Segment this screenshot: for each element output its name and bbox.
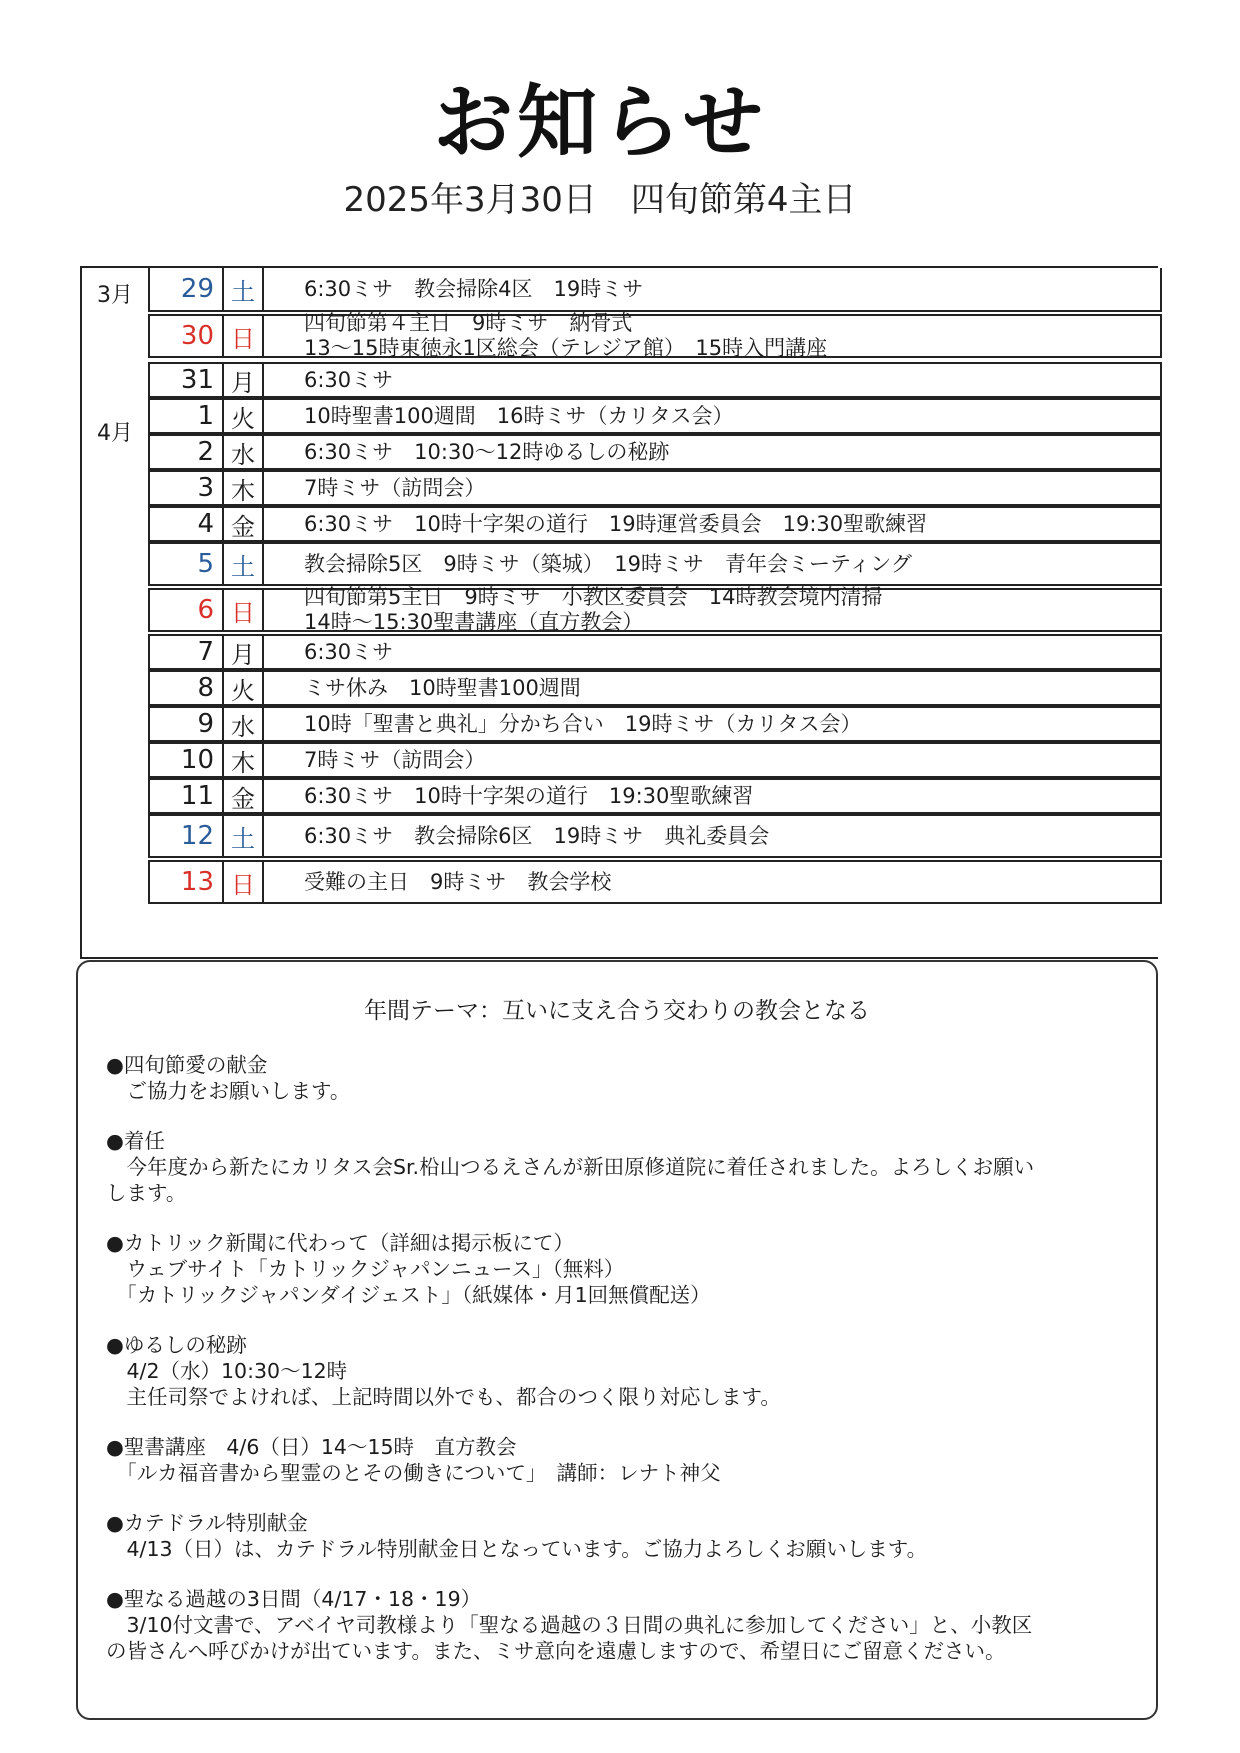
- event-cell: [264, 744, 1160, 776]
- notice-text: ウェブサイト「カトリックジャパンニュース」（無料）: [106, 1257, 625, 1281]
- weekday: 日: [224, 590, 264, 630]
- schedule-row: [148, 778, 1162, 814]
- weekday: 火: [224, 672, 264, 704]
- notice-item: [106, 1128, 1136, 1206]
- day-number: 10: [150, 744, 224, 776]
- notice-text: 4/13（日）は、カテドラル特別献金日となっています。ご協力よろしくお願いします。: [106, 1537, 928, 1561]
- weekday: 土: [224, 544, 264, 584]
- notice-item: [106, 1434, 1136, 1486]
- notice-text: 主任司祭でよければ、上記時間以外でも、都合のつく限り対応します。: [106, 1385, 781, 1409]
- notice-item: [106, 1052, 1136, 1104]
- notice-heading: ●聖なる過越の3日間（4/17・18・19）: [106, 1587, 482, 1611]
- notice-text: 今年度から新たにカリタス会Sr.柗山つるえさんが新田原修道院に着任されました。よろしくお願い: [106, 1155, 1035, 1179]
- event-text: 6:30ミサ 10時十字架の道行 19:30聖歌練習: [304, 783, 754, 808]
- notice-heading: ●ゆるしの秘跡: [106, 1333, 247, 1357]
- event-text: 四旬節第４主日 9時ミサ 納骨式: [304, 311, 633, 335]
- notice-text: 3/10付文書で、アベイヤ司教様より「聖なる過越の３日間の典礼に参加してください」と、小教区: [106, 1613, 1033, 1637]
- annual-theme: 年間テーマ：互いに支え合う交わりの教会となる: [364, 998, 870, 1024]
- weekday: 月: [224, 636, 264, 668]
- day-number: 11: [150, 780, 224, 812]
- weekday: 木: [224, 744, 264, 776]
- notice-text: の皆さんへ呼びかけが出ています。また、ミサ意向を遠慮しますので、希望日にご留意ください。: [106, 1639, 1006, 1663]
- schedule-table: [80, 266, 1158, 959]
- event-text: ミサ休み 10時聖書100週間: [304, 675, 581, 700]
- day-number: 4: [150, 508, 224, 540]
- notice-item: [106, 1510, 1136, 1562]
- event-cell: [264, 311, 1160, 360]
- notice-text: 4/2（水）10:30～12時: [106, 1359, 348, 1383]
- schedule-row: [148, 362, 1162, 398]
- event-cell: [264, 636, 1160, 668]
- day-number: 6: [150, 590, 224, 630]
- event-text: 10時「聖書と典礼」分かち合い 19時ミサ（カリタス会）: [304, 711, 862, 736]
- weekday: 金: [224, 508, 264, 540]
- event-cell: [264, 436, 1160, 468]
- day-number: 7: [150, 636, 224, 668]
- weekday: 月: [224, 364, 264, 396]
- schedule-row: [148, 268, 1162, 312]
- schedule-row: [148, 470, 1162, 506]
- weekday: 水: [224, 708, 264, 740]
- notice-heading: ●カテドラル特別献金: [106, 1511, 308, 1535]
- event-cell: [264, 544, 1160, 584]
- event-text: 6:30ミサ 10:30～12時ゆるしの秘跡: [304, 439, 670, 464]
- weekday: 木: [224, 472, 264, 504]
- event-cell: [264, 862, 1160, 902]
- event-cell: [264, 364, 1160, 396]
- notice-text: ご協力をお願いします。: [106, 1079, 351, 1103]
- schedule-row: [148, 311, 1162, 360]
- event-text: 6:30ミサ 10時十字架の道行 19時運営委員会 19:30聖歌練習: [304, 511, 928, 536]
- day-number: 1: [150, 400, 224, 432]
- weekday: 日: [224, 316, 264, 356]
- event-cell: [264, 585, 1160, 634]
- month-label-march: 3月: [97, 283, 133, 308]
- day-number: 9: [150, 708, 224, 740]
- notice-heading: ●聖書講座 4/6（日）14～15時 直方教会: [106, 1435, 517, 1459]
- notice-heading: ●四旬節愛の献金: [106, 1053, 268, 1077]
- day-number: 29: [150, 268, 224, 310]
- schedule-row: [148, 742, 1162, 778]
- event-text: 6:30ミサ 教会掃除6区 19時ミサ 典礼委員会: [304, 823, 770, 848]
- schedule-row: [148, 706, 1162, 742]
- weekday: 火: [224, 400, 264, 432]
- schedule-row: [148, 634, 1162, 670]
- weekday: 金: [224, 780, 264, 812]
- schedule-row: [148, 506, 1162, 542]
- schedule-row: [148, 434, 1162, 470]
- schedule-row: [148, 814, 1162, 858]
- event-cell: [264, 708, 1160, 740]
- day-number: 8: [150, 672, 224, 704]
- event-text: 教会掃除5区 9時ミサ（築城） 19時ミサ 青年会ミーティング: [304, 551, 912, 576]
- day-number: 31: [150, 364, 224, 396]
- page-title: お知らせ: [433, 76, 767, 169]
- notice-box: [76, 960, 1158, 1720]
- event-text: 四旬節第5主日 9時ミサ 小教区委員会 14時教会境内清掃: [304, 585, 883, 609]
- schedule-row: [148, 860, 1162, 904]
- notice-item: [106, 1230, 1136, 1308]
- event-text: 受難の主日 9時ミサ 教会学校: [304, 869, 612, 894]
- event-text: 6:30ミサ: [304, 367, 394, 392]
- event-cell: [264, 400, 1160, 432]
- event-cell: [264, 816, 1160, 856]
- notice-items: [106, 1052, 1136, 1688]
- notice-text: します。: [106, 1181, 187, 1205]
- event-text: 6:30ミサ: [304, 639, 394, 664]
- event-text: 10時聖書100週間 16時ミサ（カリタス会）: [304, 403, 734, 428]
- event-cell: [264, 472, 1160, 504]
- schedule-row: [148, 542, 1162, 586]
- weekday: 土: [224, 816, 264, 856]
- notice-heading: ●カトリック新聞に代わって（詳細は掲示板にて）: [106, 1231, 574, 1255]
- event-text: 7時ミサ（訪問会）: [304, 747, 486, 772]
- notice-text: 「ルカ福音書から聖霊のとその働きについて」 講師：レナト神父: [106, 1461, 721, 1485]
- day-number: 3: [150, 472, 224, 504]
- event-cell: [264, 780, 1160, 812]
- weekday: 日: [224, 862, 264, 902]
- page-subtitle: 2025年3月30日 四旬節第4主日: [343, 180, 857, 220]
- day-number: 2: [150, 436, 224, 468]
- month-label-april: 4月: [97, 421, 133, 446]
- schedule-row: [148, 585, 1162, 634]
- notice-text: 「カトリックジャパンダイジェスト」（紙媒体・月1回無償配送）: [106, 1283, 711, 1307]
- day-number: 5: [150, 544, 224, 584]
- event-cell: [264, 508, 1160, 540]
- event-cell: [264, 672, 1160, 704]
- notice-item: [106, 1332, 1136, 1410]
- event-text: 6:30ミサ 教会掃除4区 19時ミサ: [304, 276, 644, 301]
- day-number: 13: [150, 862, 224, 902]
- weekday: 土: [224, 268, 264, 310]
- schedule-row: [148, 670, 1162, 706]
- event-text: 14時～15:30聖書講座（直方教会）: [304, 610, 644, 634]
- notice-heading: ●着任: [106, 1129, 165, 1153]
- day-number: 30: [150, 316, 224, 356]
- notice-item: [106, 1586, 1136, 1664]
- event-cell: [264, 268, 1160, 310]
- event-text: 13～15時東徳永1区総会（テレジア館） 15時入門講座: [304, 336, 828, 360]
- schedule-row: [148, 398, 1162, 434]
- day-number: 12: [150, 816, 224, 856]
- event-text: 7時ミサ（訪問会）: [304, 475, 486, 500]
- weekday: 水: [224, 436, 264, 468]
